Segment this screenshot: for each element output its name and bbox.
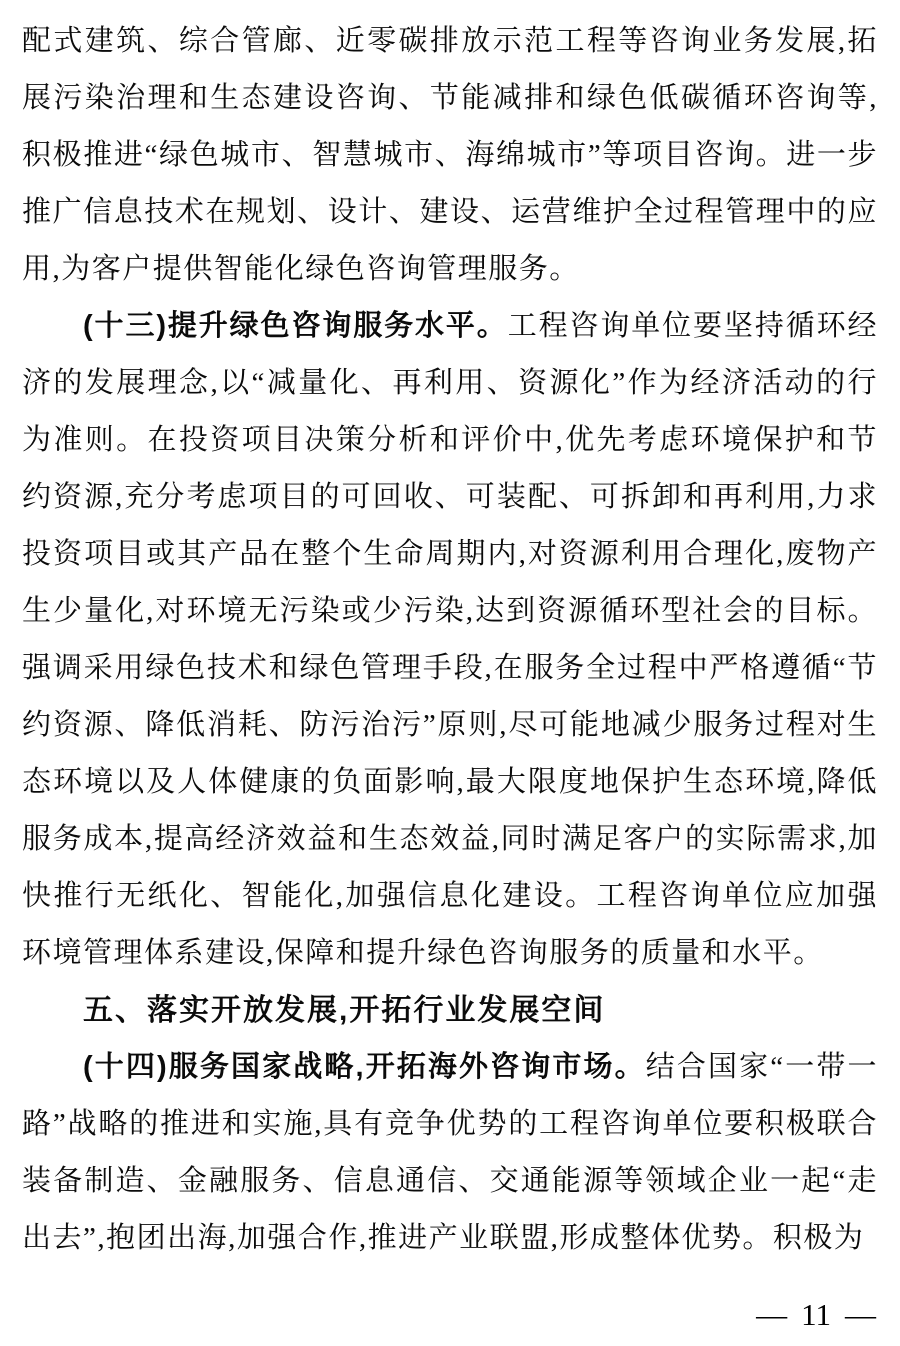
paragraph-text: 结合国家“一带一路”战略的推进和实施,具有竞争优势的工程咨询单位要积极联合装备制造、金融服务、信息通信、交通能源等领域企业一起“走出去”,抱团出海,加强合作,推进产业联盟,形成整体优势。积极为: [22, 1051, 878, 1254]
paragraph-text: 配式建筑、综合管廊、近零碳排放示范工程等咨询业务发展,拓展污染治理和生态建设咨询、节能减排和绿色低碳循环咨询等,积极推进“绿色城市、智慧城市、海绵城市”等项目咨询。进一步推广信息技术在规划、设计、建设、运营维护全过程管理中的应用,为客户提供智能化绿色咨询管理服务。: [22, 25, 878, 285]
footer-left-dash: —: [756, 1297, 788, 1332]
document-body: [22, 13, 878, 1267]
section-heading-5: 五、落实开放发展,开拓行业发展空间: [83, 994, 606, 1027]
paragraph-continuation: [22, 13, 878, 298]
paragraph-lead-heading: (十三)提升绿色咨询服务水平。: [83, 310, 508, 342]
paragraph-lead-heading: (十四)服务国家战略,开拓海外咨询市场。: [83, 1051, 646, 1083]
paragraph-item-14: [22, 1039, 878, 1267]
page-number-footer: [756, 1299, 876, 1330]
paragraph-item-13: [22, 298, 878, 982]
paragraph-text: 工程咨询单位要坚持循环经济的发展理念,以“减量化、再利用、资源化”作为经济活动的行为准则。在投资项目决策分析和评价中,优先考虑环境保护和节约资源,充分考虑项目的可回收、可装配、可拆卸和再利用,力求投资项目或其产品在整个生命周期内,对资源利用合理化,废物产生少量化,对环境无污染或少污染,达到资源循环型社会的目标。强调采用绿色技术和绿色管理手段,在服务全过程中严格遵循“节约资源、降低消耗、防污治污”原则,尽可能地减少服务过程对生态环境以及人体健康的负面影响,最大限度地保护生态环境,降低服务成本,提高经济效益和生态效益,同时满足客户的实际需求,加快推行无纸化、智能化,加强信息化建设。工程咨询单位应加强环境管理体系建设,保障和提升绿色咨询服务的质量和水平。: [22, 310, 878, 969]
page-number: 11: [801, 1297, 831, 1332]
footer-right-dash: —: [845, 1297, 876, 1332]
